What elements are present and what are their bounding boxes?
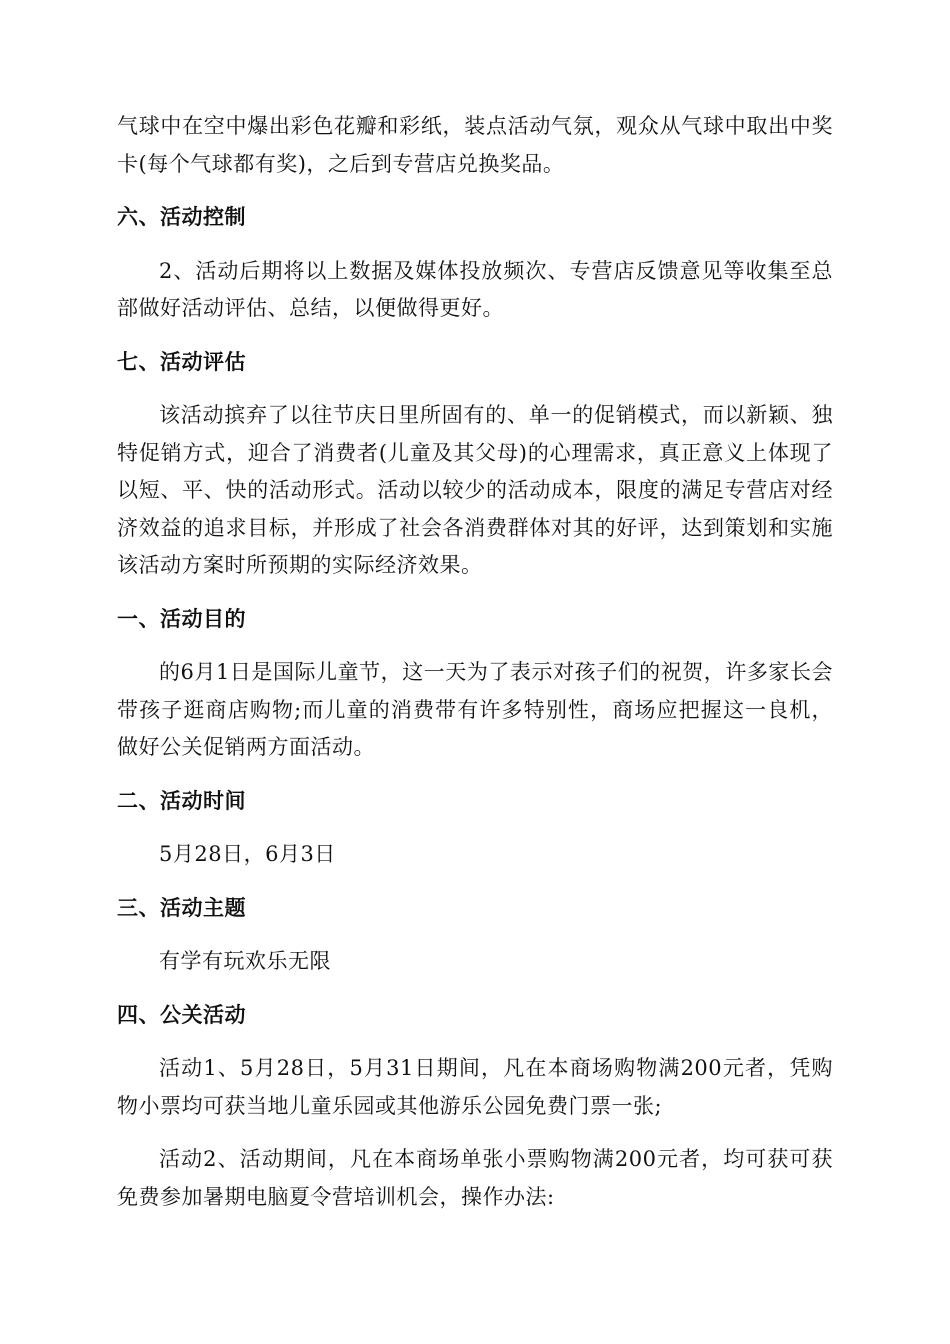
- heading-activity-control: 六、活动控制: [117, 205, 246, 229]
- heading-pr-activities: 四、公关活动: [117, 1002, 246, 1027]
- heading-activity-evaluation: 七、活动评估: [117, 349, 246, 374]
- paragraph-pr-activity-2: 活动2、活动期间，凡在本商场单张小票购物满200元者，均可获可获免费参加暑期电脑夏令营培训机会，操作办法:: [117, 1147, 833, 1209]
- paragraph-pr-activity-1: 活动1、5月28日，5月31日期间，凡在本商场购物满200元者，凭购物小票均可获当地儿童乐园或其他游乐公园免费门票一张;: [117, 1056, 833, 1118]
- paragraph-activity-purpose: 的6月1日是国际儿童节，这一天为了表示对孩子们的祝贺，许多家长会带孩子逛商店购物;而儿童的消费带有许多特别性，商场应把握这一良机，做好公关促销两方面活动。: [117, 660, 833, 759]
- paragraph-activity-time: 5月28日，6月3日: [159, 842, 336, 866]
- document-page: [117, 108, 833, 1216]
- heading-activity-theme: 三、活动主题: [117, 895, 246, 920]
- heading-activity-purpose: 一、活动目的: [117, 606, 246, 631]
- paragraph-activity-theme: 有学有玩欢乐无限: [159, 949, 331, 973]
- paragraph-activity-control: 2、活动后期将以上数据及媒体投放频次、专营店反馈意见等收集至总部做好活动评估、总结，以便做得更好。: [117, 258, 833, 320]
- paragraph-balloon-prizes: 气球中在空中爆出彩色花瓣和彩纸，装点活动气氛，观众从气球中取出中奖卡(每个气球都有奖)，之后到专营店兑换奖品。: [117, 114, 833, 176]
- paragraph-activity-evaluation: 该活动摈弃了以往节庆日里所固有的、单一的促销模式，而以新颖、独特促销方式，迎合了消费者(儿童及其父母)的心理需求，真正意义上体现了以短、平、快的活动形式。活动以较少的活动成本，限度的满足专营店对经济效益的追求目标，并形成了社会各消费群体对其的好评，达到策划和实施该活动方案时所预期的实际经济效果。: [117, 403, 833, 577]
- heading-activity-time: 二、活动时间: [117, 788, 246, 813]
